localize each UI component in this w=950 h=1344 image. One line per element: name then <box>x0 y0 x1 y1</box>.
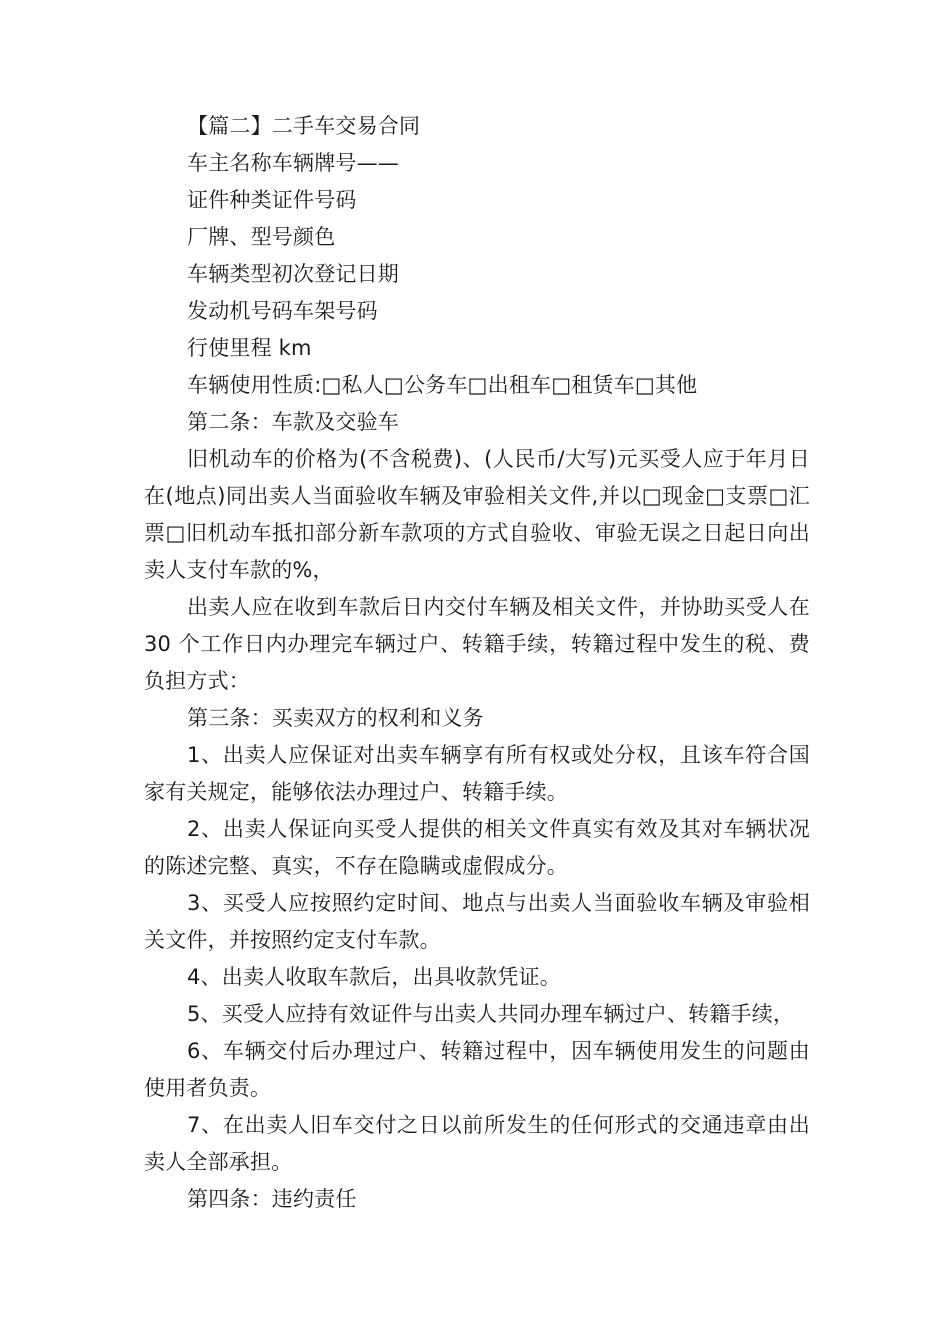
article-3-clause-7: 7、在出卖人旧车交付之日以前所发生的任何形式的交通违章由出卖人全部承担。 <box>144 1113 810 1174</box>
document-body <box>144 108 810 1218</box>
section-title: 【篇二】二手车交易合同 <box>187 114 421 138</box>
article-3-clause-2: 2、出卖人保证向买受人提供的相关文件真实有效及其对车辆状况的陈述完整、真实，不存在隐瞒或虚假成分。 <box>144 817 810 878</box>
article-2-delivery-paragraph: 出卖人应在收到车款后日内交付车辆及相关文件，并协助买受人在 30 个工作日内办理完车辆过户、转籍手续，转籍过程中发生的税、费负担方式： <box>144 595 810 693</box>
article-3-heading: 第三条：买卖双方的权利和义务 <box>187 706 484 730</box>
article-3-clause-5: 5、买受人应持有效证件与出卖人共同办理车辆过户、转籍手续， <box>187 1002 795 1026</box>
article-3-clause-4: 4、出卖人收取车款后，出具收款凭证。 <box>187 965 561 989</box>
article-2-heading: 第二条：车款及交验车 <box>187 410 399 434</box>
article-2-price-paragraph: 旧机动车的价格为(不含税费)、(人民币/大写)元买受人应于年月日在(地点)同出卖人当面验收车辆及审验相关文件,并以□现金□支票□汇票□旧机动车抵扣部分新车款项的方式自验收、审验无误之日起日向出卖人支付车款的%， <box>144 447 810 582</box>
field-engine-frame-number: 发动机号码车架号码 <box>187 299 378 323</box>
article-4-heading: 第四条：违约责任 <box>187 1187 357 1211</box>
field-brand-model-color: 厂牌、型号颜色 <box>187 225 336 249</box>
field-mileage: 行使里程 km <box>187 336 312 360</box>
article-3-clause-1: 1、出卖人应保证对出卖车辆享有所有权或处分权，且该车符合国家有关规定，能够依法办理过户、转籍手续。 <box>144 743 810 804</box>
article-3-clause-3: 3、买受人应按照约定时间、地点与出卖人当面验收车辆及审验相关文件，并按照约定支付车款。 <box>144 891 810 952</box>
field-vehicle-type-date: 车辆类型初次登记日期 <box>187 262 399 286</box>
field-id-type-number: 证件种类证件号码 <box>187 188 357 212</box>
article-3-clause-6: 6、车辆交付后办理过户、转籍过程中，因车辆使用发生的问题由使用者负责。 <box>144 1039 810 1100</box>
field-usage-nature: 车辆使用性质:□私人□公务车□出租车□租赁车□其他 <box>187 373 698 397</box>
field-owner-plate: 车主名称车辆牌号—— <box>187 151 399 175</box>
